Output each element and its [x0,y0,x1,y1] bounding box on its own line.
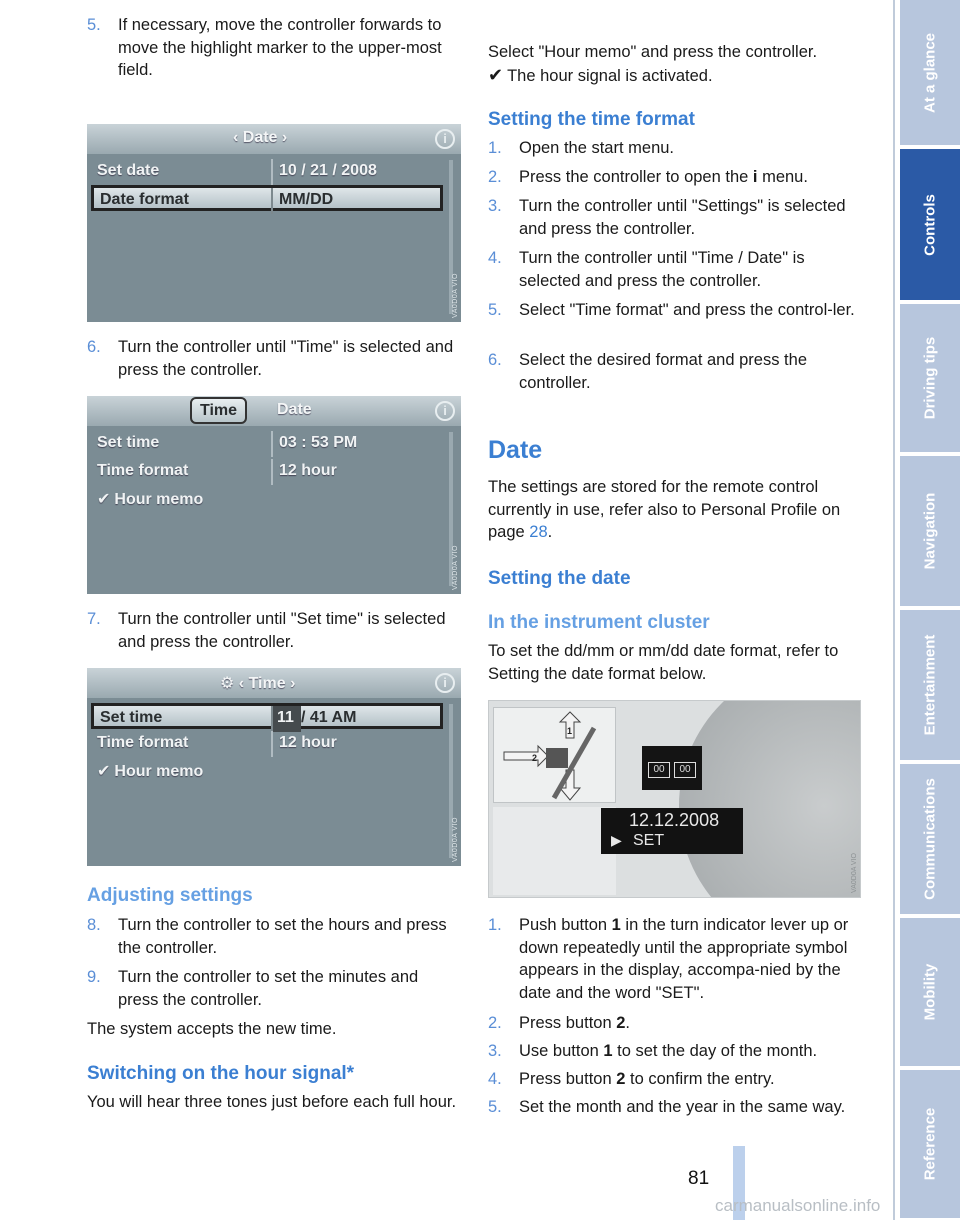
lcd-date: 12.12.2008 [629,810,720,830]
heading-instrument-cluster: In the instrument cluster [488,612,710,633]
row-value-box [271,459,441,485]
instrument-cluster-image [488,700,861,898]
row-value-box [271,431,441,457]
sidebar-tab-label: Controls [921,193,939,256]
step-text: Select the desired format and press the controller. [519,351,807,392]
step-number: 6. [488,351,502,369]
menu-row-hour-memo [91,758,437,784]
lcd-set: SET [633,832,665,849]
row-label-text: Hour memo [114,491,204,508]
menu-row-date-format [91,185,443,211]
step-number: 3. [488,1042,502,1060]
row-value-box [271,188,441,214]
step-text [519,166,864,189]
step-number: 2. [488,1014,502,1032]
date-text: The settings are stored for the remote control currently in use, refer also to Personal Profile on page [488,478,841,541]
paragraph-hour-signal: You will hear three tones just before each full hour. [87,1093,457,1111]
step-text-b: in the turn indicator lever up or down repeatedly until the appropriate symbol appears in the display, accompa-nied by the date and the word "SET". [519,916,849,1002]
step-number: 4. [488,249,502,267]
paragraph-date [488,476,863,544]
sidebar-tab-label: Mobility [921,963,939,1021]
screen-title-text: ‹ Time › [238,675,296,692]
step-text: Turn the controller until "Time" is selected and press the controller. [118,338,454,379]
tf-step-3 [488,195,863,243]
sidebar-tab-label: Entertainment [921,634,939,736]
step-text: Turn the controller to set the hours and press the controller. [118,916,447,957]
image-code: VA0D0A VIO [452,545,459,590]
screen-title-bar [87,668,461,698]
row-label: Time format [97,734,189,751]
step-text-b: to set the day of the month. [612,1042,818,1060]
row-value-box [271,159,441,185]
step-text-a: Press button [519,1070,617,1088]
step-number: 9. [87,968,101,986]
step-text [519,1040,864,1063]
row-label-text: Hour memo [114,763,204,780]
tf-step-5 [488,299,863,347]
button-ref: 1 [611,916,621,934]
turn-indicator-lever [493,707,616,803]
date-symbol-display [642,746,702,790]
button-ref: 1 [603,1042,613,1060]
step-number: 1. [488,916,502,934]
watermark: carmanualsonline.info [715,1196,881,1215]
cluster-step-3 [488,1040,863,1064]
sidebar-tab-label: At a glance [921,32,939,113]
date-menu-screenshot [87,124,461,322]
info-icon: i [435,401,455,421]
check-icon: ✔ [97,491,111,508]
sidebar-tab-mobility[interactable] [900,918,960,1068]
row-value: 10 / 21 / 2008 [279,162,377,179]
menu-row-set-time [91,431,437,457]
row-label: Time format [97,462,189,479]
tf-step-2 [488,166,863,190]
sidebar-tab-navigation[interactable] [900,456,960,608]
menu-row-set-time [91,703,443,729]
check-icon: ✔ [97,763,111,780]
paragraph-memo-activated [488,64,863,88]
row-label: Set time [100,709,163,726]
cluster-step-2 [488,1012,863,1036]
row-value: 12 hour [279,462,337,479]
lever-arrows-icon [494,708,617,804]
image-code: VA0D0A VIO [851,853,858,893]
row-label: Date format [100,191,189,208]
time-tab-screenshot [87,396,461,594]
screen-title-bar [87,124,461,154]
menu-row-time-format [91,459,437,485]
step-number: 2. [488,168,502,186]
step-number: 5. [87,16,101,34]
screen-title-bar [87,396,461,426]
date-text-end: . [547,523,553,541]
step-text-b: to confirm the entry. [625,1070,775,1088]
calendar-icon: 00 [674,762,696,778]
sidebar-tab-label: Communications [921,778,939,900]
row-value: MM/DD [279,191,334,208]
step-number: 4. [488,1070,502,1088]
cluster-lcd [601,808,743,854]
minute-value: / 41 AM [301,709,357,726]
play-arrow-icon: ▶ [611,832,622,848]
heading-setting-date: Setting the date [488,568,631,589]
menu-row-time-format [91,731,437,757]
image-code: VA0D0A VIO [452,817,459,862]
wrench-icon: ⚙ [220,675,239,692]
info-icon: i [435,129,455,149]
heading-hour-signal: Switching on the hour signal* [87,1063,355,1084]
step-9 [87,966,463,1014]
sidebar-tab-at-a-glance[interactable] [900,0,960,147]
sidebar-tab-label: Driving tips [921,336,939,420]
step-text [519,914,864,1004]
step-text [519,1012,864,1035]
step-text-after: menu. [757,168,808,186]
step-number: 8. [87,916,101,934]
row-label [97,489,203,509]
paragraph-accepts: The system accepts the new time. [87,1020,337,1038]
step-number: 3. [488,197,502,215]
heading-time-format: Setting the time format [488,109,695,130]
step-text [519,1068,864,1091]
step-text: Open the start menu. [519,139,675,157]
step-7 [87,608,463,656]
step-text: If necessary, move the controller forwards to move the highlight marker to the upper-most field. [118,16,442,79]
tf-step-4 [488,247,863,295]
screen-title [220,673,295,693]
screen-title: ‹ Date › [233,129,288,146]
step-text: Turn the controller until "Settings" is selected and press the controller. [519,197,846,238]
menu-row-set-date [91,159,437,185]
calendar-icon: 00 [648,762,670,778]
step-number: 5. [488,301,502,319]
sidebar-tab-communications[interactable] [900,764,960,916]
menu-row-hour-memo [91,486,437,512]
memo-activated-text: The hour signal is activated. [507,67,713,85]
sidebar-divider [893,0,895,1220]
row-value: 03 : 53 PM [279,434,358,451]
hour-value: 11 [277,709,294,726]
paragraph-select-memo: Select "Hour memo" and press the controller. [488,43,818,61]
heading-date: Date [488,436,543,464]
row-value-box [271,731,441,757]
step-number: 5. [488,1098,502,1116]
row-label [97,761,203,781]
step-text-b: . [625,1014,631,1032]
step-text-before: Press the controller to open the [519,168,753,186]
check-icon: ✔ [488,65,504,85]
step-number: 6. [87,338,101,356]
set-time-screenshot [87,668,461,866]
tab-time: Time [190,397,247,424]
sidebar-tab-label: Navigation [921,492,939,570]
heading-adjusting-settings: Adjusting settings [87,885,253,906]
step-text-a: Use button [519,1042,604,1060]
paragraph-cluster: To set the dd/mm or mm/dd date format, refer to Setting the date format below. [488,642,839,683]
row-value-box [271,706,441,732]
lever-base [493,807,616,895]
step-text: Select "Time format" and press the control-ler. [519,301,855,319]
page-link[interactable]: 28 [529,523,548,541]
sidebar-tab-label: Reference [921,1107,939,1181]
page-number: 81 [688,1168,710,1189]
step-number: 1. [488,139,502,157]
row-label: Set date [97,162,160,179]
step-8 [87,914,463,962]
tf-step-1 [488,137,863,161]
button-ref: 2 [616,1014,626,1032]
sidebar-tab-controls[interactable] [900,149,960,302]
tf-step-6 [488,349,863,397]
image-code: VA0D0A VIO [452,273,459,318]
sidebar-tab-driving-tips[interactable] [900,304,960,454]
row-label: Set time [97,434,160,451]
row-value: 12 hour [279,734,337,751]
step-text: Set the month and the year in the same way. [519,1098,846,1116]
info-icon: i [752,168,758,186]
step-text-a: Press button [519,1014,617,1032]
step-text-a: Push button [519,916,612,934]
button-ref: 2 [616,1070,626,1088]
step-5 [87,14,463,84]
speedometer-dial [679,700,861,898]
cluster-step-1 [488,914,863,1008]
step-text: Turn the controller until "Set time" is selected and press the controller. [118,610,446,651]
button-2-label: 2 [532,753,538,763]
step-6 [87,336,463,384]
cluster-step-5 [488,1096,863,1120]
sidebar-tab-reference[interactable] [900,1070,960,1220]
step-text: Turn the controller until "Time / Date" is selected and press the controller. [519,249,805,290]
step-text: Turn the controller to set the minutes and press the controller. [118,968,419,1009]
tab-date: Date [277,401,312,418]
button-1-label: 1 [567,726,573,736]
step-number: 7. [87,610,101,628]
info-icon: i [435,673,455,693]
sidebar-tab-entertainment[interactable] [900,610,960,762]
cluster-step-4 [488,1068,863,1092]
